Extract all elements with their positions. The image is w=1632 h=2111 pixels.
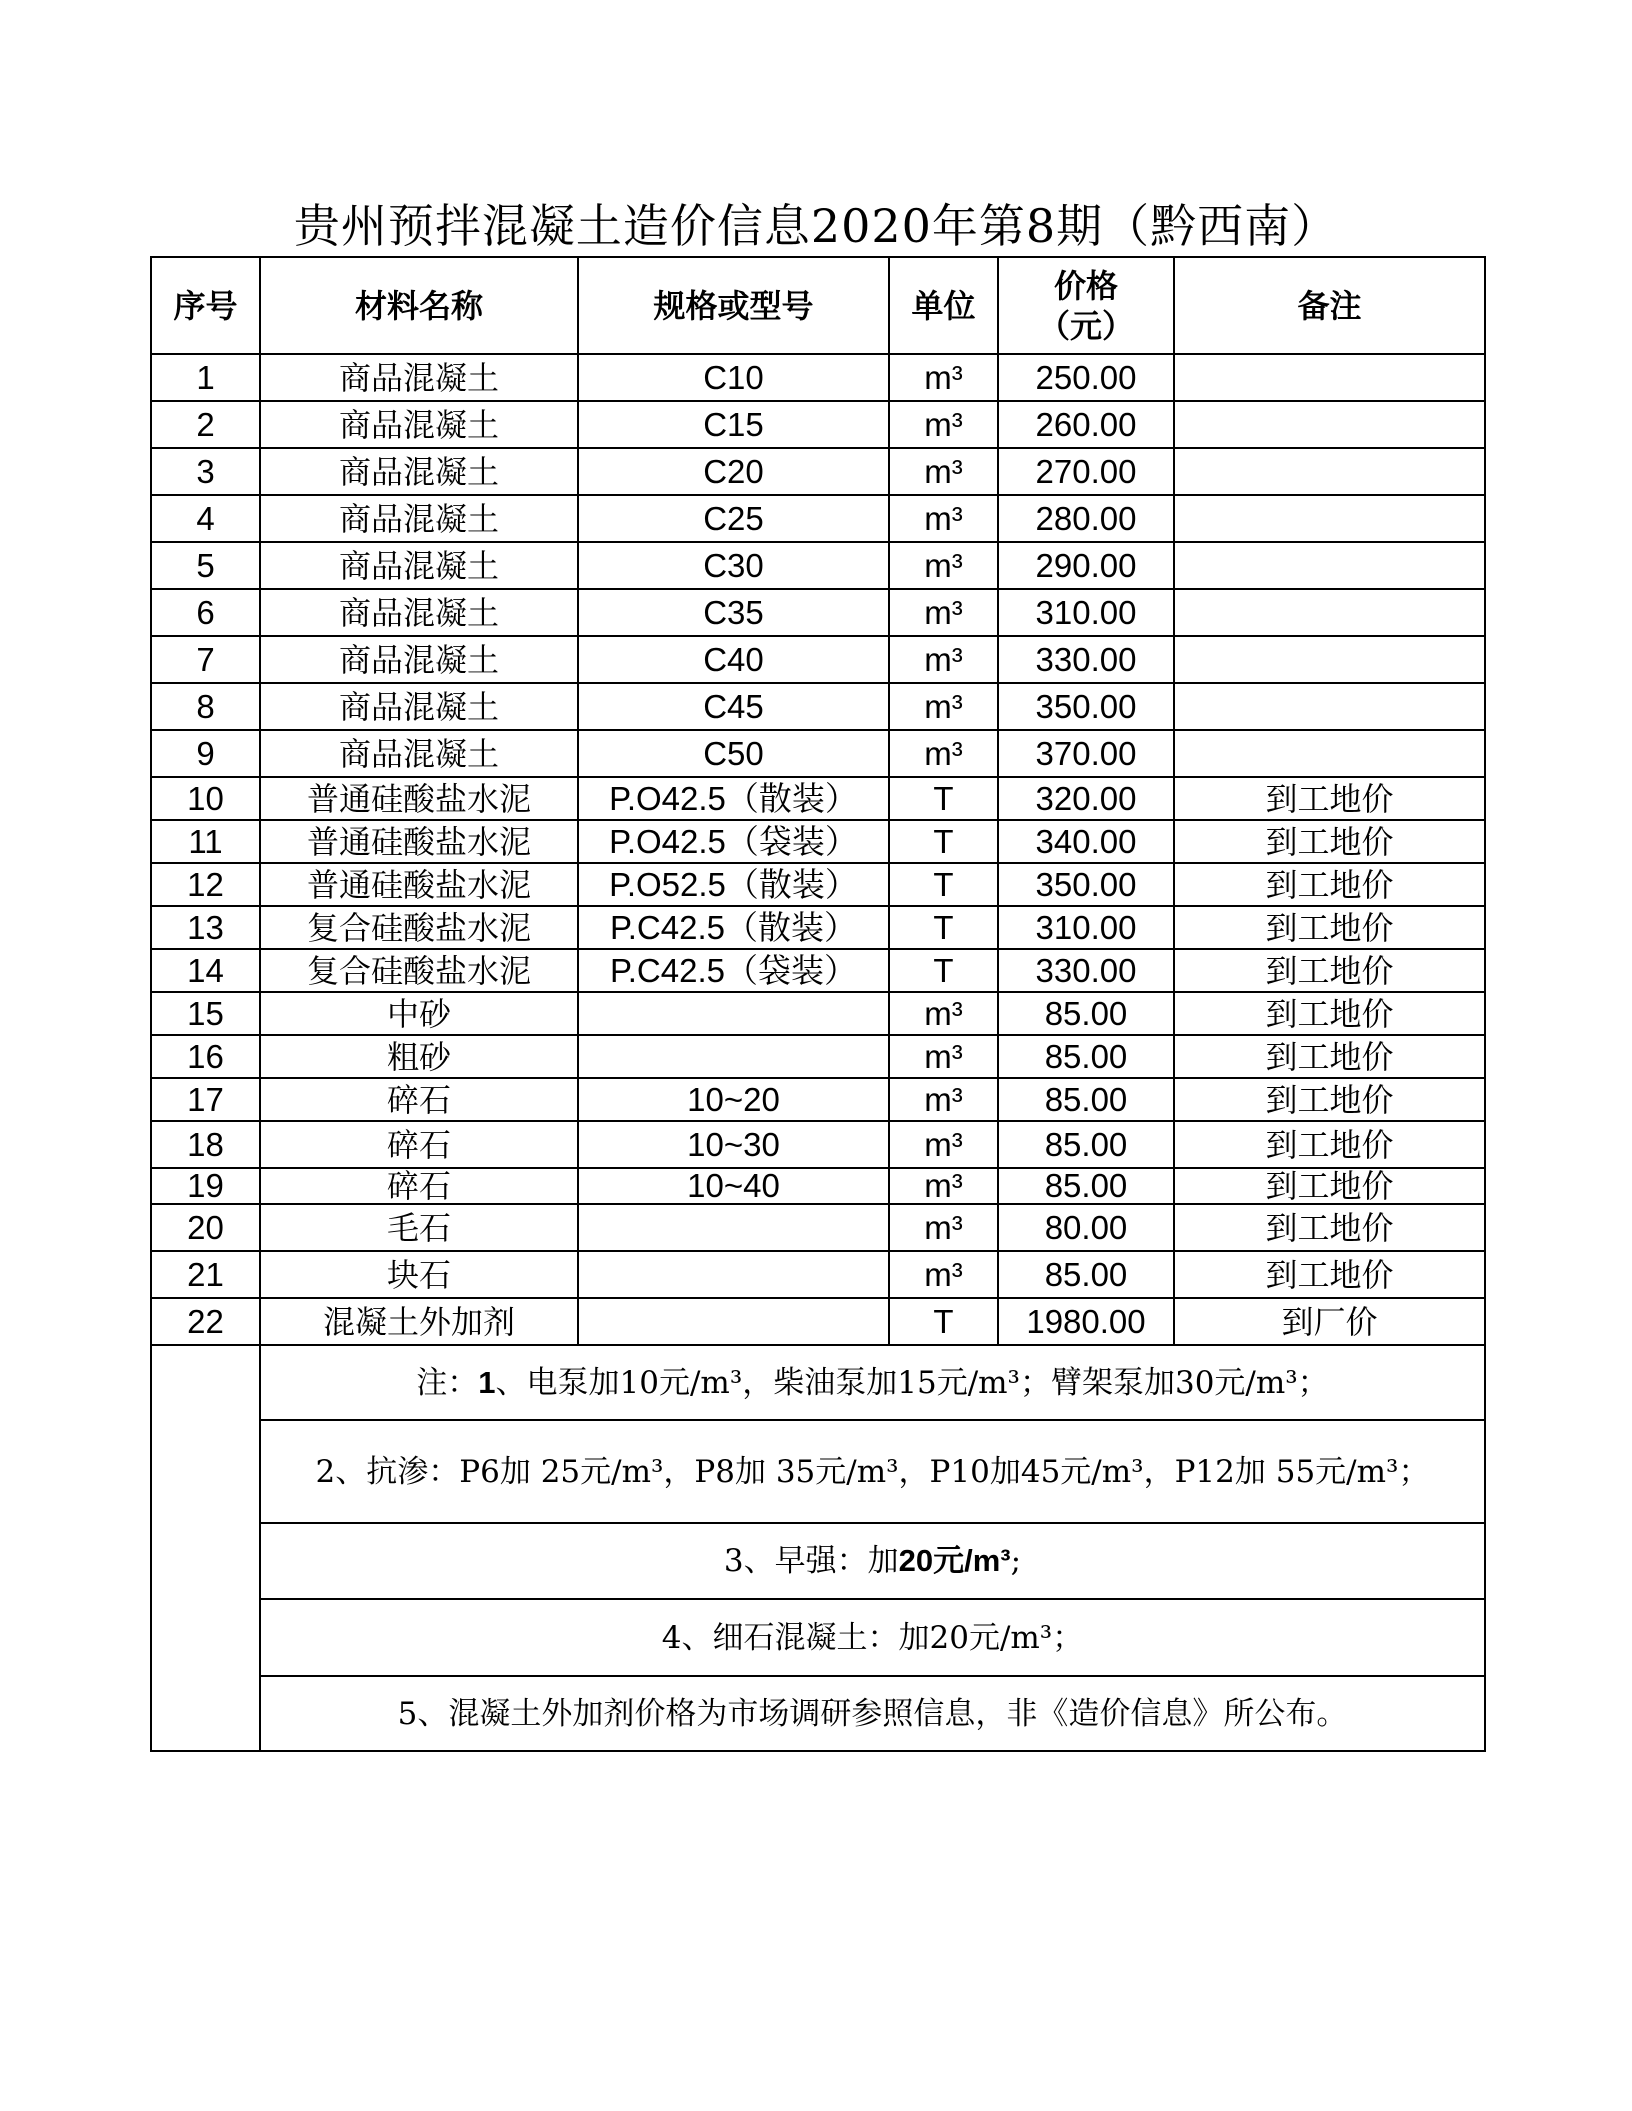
table-row [151,1298,1485,1345]
cell-spec: C10 [578,354,889,401]
cell-name: 块石 [260,1251,578,1298]
cell-unit: m³ [889,354,998,401]
table-row [151,1251,1485,1298]
table-row [151,1121,1485,1168]
cell-spec [578,1298,889,1345]
cell-name: 碎石 [260,1078,578,1121]
cell-unit: m³ [889,1121,998,1168]
table-row [151,906,1485,949]
table-row [151,730,1485,777]
cell-no: 21 [151,1251,260,1298]
note-3-prefix: 3、早强：加 [723,1543,899,1579]
table-row [151,683,1485,730]
cell-no: 12 [151,863,260,906]
note-5: 5、混凝土外加剂价格为市场调研参照信息，非《造价信息》所公布。 [260,1676,1485,1751]
header-name: 材料名称 [260,257,578,354]
cell-price: 85.00 [998,1035,1174,1078]
cell-note: 到工地价 [1174,820,1485,863]
cell-name: 商品混凝土 [260,495,578,542]
cell-price: 350.00 [998,683,1174,730]
cell-no: 13 [151,906,260,949]
cell-spec: C30 [578,542,889,589]
cell-price: 310.00 [998,906,1174,949]
cell-price: 85.00 [998,1251,1174,1298]
price-table [150,256,1486,1752]
cell-name: 商品混凝土 [260,636,578,683]
cell-no: 15 [151,992,260,1035]
cell-name: 混凝土外加剂 [260,1298,578,1345]
cell-unit: T [889,863,998,906]
cell-unit: m³ [889,1251,998,1298]
cell-price: 85.00 [998,1168,1174,1204]
cell-spec: 10~40 [578,1168,889,1204]
table-row [151,401,1485,448]
header-price-line2: （元） [1037,306,1134,345]
note-1-number: 1 [478,1364,496,1400]
cell-name: 商品混凝土 [260,354,578,401]
cell-spec: C50 [578,730,889,777]
cell-name: 复合硅酸盐水泥 [260,906,578,949]
table-row [151,1078,1485,1121]
header-unit: 单位 [889,257,998,354]
cell-note: 到工地价 [1174,1121,1485,1168]
cell-price: 330.00 [998,949,1174,992]
cell-spec: C20 [578,448,889,495]
cell-unit: T [889,906,998,949]
cell-price: 85.00 [998,992,1174,1035]
cell-note [1174,730,1485,777]
note-3-amount: 20元/m³ [898,1543,1011,1578]
cell-no: 19 [151,1168,260,1204]
cell-unit: T [889,1298,998,1345]
cell-no: 4 [151,495,260,542]
cell-no: 6 [151,589,260,636]
cell-price: 85.00 [998,1078,1174,1121]
cell-spec: P.C42.5（袋装） [578,949,889,992]
cell-spec: C35 [578,589,889,636]
table-row [151,589,1485,636]
cell-name: 商品混凝土 [260,589,578,636]
cell-price: 80.00 [998,1204,1174,1251]
cell-spec: P.C42.5（散装） [578,906,889,949]
cell-unit: m³ [889,495,998,542]
cell-name: 商品混凝土 [260,448,578,495]
cell-note: 到工地价 [1174,1168,1485,1204]
cell-price: 260.00 [998,401,1174,448]
cell-note: 到工地价 [1174,992,1485,1035]
cell-name: 毛石 [260,1204,578,1251]
cell-unit: T [889,777,998,820]
note-1-text: 、电泵加10元/m³，柴油泵加15元/m³；臂架泵加30元/m³； [495,1364,1329,1401]
table-body [151,354,1485,1345]
note-4: 4、细石混凝土：加20元/m³； [260,1599,1485,1676]
note-3 [260,1523,1485,1599]
cell-spec: C15 [578,401,889,448]
cell-unit: m³ [889,636,998,683]
table-row [151,1035,1485,1078]
cell-price: 280.00 [998,495,1174,542]
cell-note [1174,448,1485,495]
header-note: 备注 [1174,257,1485,354]
cell-note: 到工地价 [1174,777,1485,820]
cell-price: 85.00 [998,1121,1174,1168]
cell-spec [578,1204,889,1251]
header-spec: 规格或型号 [578,257,889,354]
cell-note [1174,495,1485,542]
cell-spec: C40 [578,636,889,683]
cell-spec: 10~30 [578,1121,889,1168]
cell-note [1174,683,1485,730]
cell-no: 8 [151,683,260,730]
cell-price: 290.00 [998,542,1174,589]
cell-no: 2 [151,401,260,448]
cell-name: 复合硅酸盐水泥 [260,949,578,992]
cell-spec [578,1251,889,1298]
table-header-row [151,257,1485,354]
cell-name: 普通硅酸盐水泥 [260,820,578,863]
header-price [998,257,1174,354]
cell-unit: m³ [889,1168,998,1204]
note-row [151,1523,1485,1599]
cell-unit: T [889,820,998,863]
cell-name: 粗砂 [260,1035,578,1078]
cell-unit: m³ [889,1078,998,1121]
cell-spec: P.O42.5（袋装） [578,820,889,863]
cell-no: 17 [151,1078,260,1121]
note-row [151,1345,1485,1420]
cell-price: 250.00 [998,354,1174,401]
cell-unit: m³ [889,1035,998,1078]
cell-unit: m³ [889,589,998,636]
cell-price: 370.00 [998,730,1174,777]
cell-unit: T [889,949,998,992]
cell-no: 18 [151,1121,260,1168]
note-row [151,1420,1485,1523]
cell-unit: m³ [889,1204,998,1251]
table-row [151,1204,1485,1251]
cell-price: 340.00 [998,820,1174,863]
cell-note [1174,354,1485,401]
cell-note: 到工地价 [1174,1078,1485,1121]
notes-blank-cell [151,1345,260,1751]
cell-no: 3 [151,448,260,495]
cell-spec: P.O42.5（散装） [578,777,889,820]
table-row [151,863,1485,906]
cell-unit: m³ [889,542,998,589]
cell-note [1174,401,1485,448]
cell-no: 14 [151,949,260,992]
cell-unit: m³ [889,448,998,495]
cell-spec [578,1035,889,1078]
cell-spec [578,992,889,1035]
cell-price: 270.00 [998,448,1174,495]
header-price-line1: 价格 [1053,266,1118,305]
cell-price: 1980.00 [998,1298,1174,1345]
note-3-suffix: ; [1010,1543,1022,1579]
cell-no: 11 [151,820,260,863]
cell-name: 商品混凝土 [260,730,578,777]
cell-no: 20 [151,1204,260,1251]
table-row [151,949,1485,992]
cell-no: 7 [151,636,260,683]
cell-note: 到厂价 [1174,1298,1485,1345]
note-2: 2、抗渗：P6加 25元/m³，P8加 35元/m³，P10加45元/m³，P12加 55元/m³； [260,1420,1485,1523]
cell-unit: m³ [889,683,998,730]
note-1-prefix: 注： [416,1364,479,1401]
cell-no: 16 [151,1035,260,1078]
cell-price: 330.00 [998,636,1174,683]
header-no: 序号 [151,257,260,354]
note-row [151,1676,1485,1751]
cell-note [1174,589,1485,636]
table-row [151,636,1485,683]
cell-spec: P.O52.5（散装） [578,863,889,906]
table-row [151,992,1485,1035]
cell-price: 320.00 [998,777,1174,820]
table-row [151,495,1485,542]
cell-no: 1 [151,354,260,401]
cell-name: 普通硅酸盐水泥 [260,863,578,906]
cell-unit: m³ [889,730,998,777]
table-row [151,777,1485,820]
table-row [151,1168,1485,1204]
cell-unit: m³ [889,401,998,448]
note-row [151,1599,1485,1676]
cell-name: 碎石 [260,1121,578,1168]
note-1 [260,1345,1485,1420]
cell-no: 10 [151,777,260,820]
cell-name: 普通硅酸盐水泥 [260,777,578,820]
cell-price: 350.00 [998,863,1174,906]
cell-unit: m³ [889,992,998,1035]
cell-note: 到工地价 [1174,1035,1485,1078]
cell-spec: 10~20 [578,1078,889,1121]
cell-no: 9 [151,730,260,777]
notes-section [151,1345,1485,1751]
cell-no: 5 [151,542,260,589]
cell-name: 商品混凝土 [260,401,578,448]
table-row [151,820,1485,863]
cell-spec: C25 [578,495,889,542]
table-row [151,448,1485,495]
cell-note [1174,542,1485,589]
cell-note: 到工地价 [1174,949,1485,992]
cell-spec: C45 [578,683,889,730]
cell-name: 碎石 [260,1168,578,1204]
cell-name: 商品混凝土 [260,683,578,730]
cell-no: 22 [151,1298,260,1345]
cell-note: 到工地价 [1174,863,1485,906]
cell-note: 到工地价 [1174,1204,1485,1251]
cell-price: 310.00 [998,589,1174,636]
table-row [151,354,1485,401]
document-title: 贵州预拌混凝土造价信息2020年第8期（黔西南） [293,199,1339,253]
cell-note: 到工地价 [1174,906,1485,949]
cell-note: 到工地价 [1174,1251,1485,1298]
cell-name: 商品混凝土 [260,542,578,589]
table-row [151,542,1485,589]
cell-note [1174,636,1485,683]
cell-name: 中砂 [260,992,578,1035]
